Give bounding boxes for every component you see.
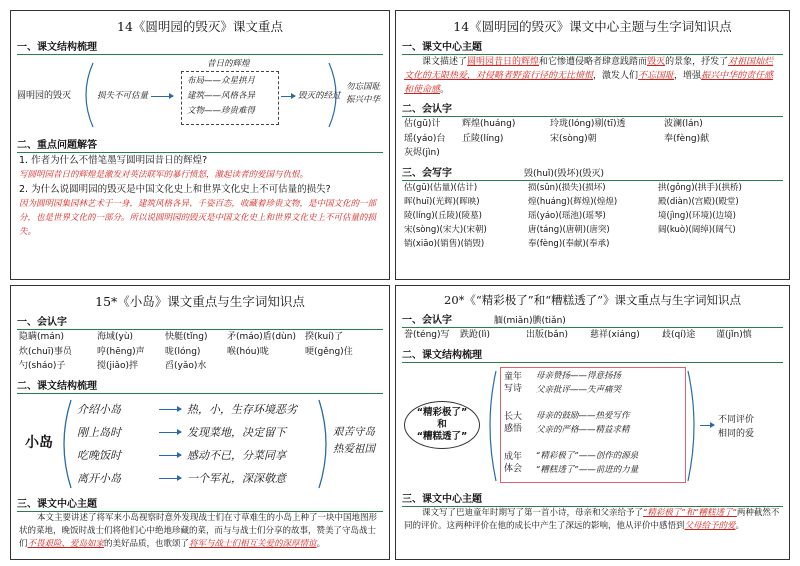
diagram-stage: 介绍小岛: [77, 402, 121, 416]
panel-title: 15*《小岛》课文重点与生字词知识点: [95, 294, 305, 309]
word-item: 海域(yù): [97, 332, 134, 342]
highlight: “精彩极了”和“糟糕透了”: [643, 507, 737, 518]
panel-title: 20*《“精彩极了”和“糟糕透了”》课文重点与生字词知识点: [444, 293, 741, 307]
diagram-detail: 热，小，生存环境恶劣: [187, 402, 297, 416]
word-item: 损(sǔn)(损失)(损坏): [528, 182, 606, 193]
panel-title: 14《圆明园的毁灭》课文中心主题与生字词知识点: [453, 19, 732, 34]
word-item: 出版(bǎn): [526, 330, 568, 340]
theme-paragraph: 课文描述了圆明园昔日的辉煌和它惨遭侵略者肆意践踏而毁灭的景象，抒发了对祖国灿烂文化的无限热爱，对侵略者野蛮行径的无比愤恨，激发人们不忘国耻，增强振兴中华的责任感和使命感。: [404, 57, 774, 95]
section-heading: 二、课文结构梳理: [17, 380, 97, 392]
word-item: 宋(sòng)朝: [550, 133, 597, 144]
section-rule: [402, 362, 783, 363]
section-heading: 三、课文中心主题: [17, 498, 97, 510]
highlight: 毁灭: [647, 57, 666, 67]
word-item: 喉(hóu)咙: [227, 346, 269, 357]
diagram-brace: [480, 365, 500, 487]
read-words-grid: [19, 330, 389, 374]
left-label: 损失不可估量: [97, 91, 149, 101]
word-item: 谨(jǐn)慎: [716, 330, 752, 340]
word-item: 腼(miǎn)腆(tiǎn): [494, 316, 566, 326]
diagram-detail: 感动不已，分菜同享: [187, 448, 286, 462]
question: 2. 为什么说圆明园的毁灭是中国文化史上和世界文化史上不可估量的损失?: [19, 184, 331, 195]
group-line: “精彩极了”——创作的源泉: [536, 450, 639, 461]
group-line: 母亲的鼓励——热爱写作: [536, 410, 630, 421]
diagram-detail: 一个军礼，深深敬意: [187, 471, 286, 485]
panel-yuanmingyuan-theme-words: [395, 10, 790, 280]
center-topic: “精彩极了” 和 “糟糕透了”: [404, 401, 480, 449]
section-heading: 一、课文结构梳理: [17, 42, 97, 53]
word-item: 歧(qí)途: [662, 330, 696, 340]
diagram-left-col: [77, 398, 121, 490]
word-item: 毁(huǐ)(毁坏)(毁灭): [524, 168, 604, 179]
section-heading: 二、会认字: [402, 104, 452, 115]
question: 1. 作者为什么不惜笔墨写圆明园昔日的辉煌?: [19, 155, 208, 166]
far-right-label: 勿忘国耻 振兴中华: [346, 82, 381, 105]
highlight: 对祖国灿烂文化的无限热爱，对侵略者野蛮行径的无比愤恨: [404, 57, 774, 81]
word-item: 矛(máo)盾(dùn): [227, 332, 296, 342]
highlight: 振兴中华的责任感和使命感: [404, 71, 774, 95]
word-item: 拱(gǒng)(拱手)(拱桥): [658, 182, 742, 193]
word-item: 晖(huī)(光辉)(晖映): [404, 196, 480, 207]
structure-diagram: [11, 55, 389, 133]
word-item: 瑶(yáo)台: [404, 133, 446, 144]
group-label: 童年 写诗: [504, 371, 523, 394]
glory-rows: [187, 74, 255, 119]
section-heading: 一、会认字 腼(miǎn)腆(tiǎn): [402, 315, 566, 326]
group-line: 父亲批评——失声痛哭: [536, 384, 622, 395]
word-item: 奉(fèng)献: [664, 133, 710, 144]
arrow-right-icon: [700, 425, 714, 426]
word-item: 灰烬(jìn): [404, 148, 440, 158]
word-item: 煌(huáng)(辉煌)(煌煌): [528, 196, 618, 207]
group-line: 父亲的严格——精益求精: [536, 424, 630, 435]
word-item: 销(xiāo)(销售)(销毁): [404, 238, 485, 249]
word-item: 境(jìng)(环境)(边境): [658, 210, 736, 221]
glory-row: 文物——珍贵难得: [187, 106, 256, 116]
diagram-stage: 刚上岛时: [77, 425, 121, 439]
answer: 因为圆明园集园林艺术于一身，建筑风格各异、千姿百态，收藏着珍贵文物，是中国文化的一部分，也是世界文化的一部分。所以说圆明园的毁灭是中国文化史上和世界文化史上不可估量的损失。: [19, 199, 377, 237]
group-lines: [536, 409, 630, 437]
group-line: 母亲赞扬——得意扬扬: [536, 370, 622, 381]
diagram-right-col: [187, 398, 297, 490]
arrow-right-icon: [159, 432, 181, 433]
diagram-summary: 艰苦守岛 热爱祖国: [333, 425, 375, 455]
word-item: 慈祥(xiáng): [590, 330, 640, 340]
word-item: 快艇(tǐng): [165, 332, 208, 342]
panel-yuanmingyuan-key-points: [10, 10, 390, 280]
word-item: 陵(líng)(丘陵)(陵墓): [404, 210, 482, 221]
theme-paragraph: 本文主要讲述了将军来小岛视察时意外发现战士们在寸草难生的小岛上种了一块中国地图形状的菜地，晚饭时战士们将他们心中绝地珍藏的菜，而与与战士们分享的故事，赞美了守岛战士们不畏艰险、爱岛如家的美好品质，也歌颂了将军与战士们相互关爱的深厚情谊。: [19, 512, 378, 549]
group-lines: [536, 449, 638, 477]
write-words-grid: [404, 181, 789, 251]
arrow-right-icon: [159, 455, 181, 456]
diagram-root: 小岛: [25, 434, 53, 451]
word-item: 誊(téng)写: [404, 330, 450, 340]
word-item: 阔(kuò)(阔绰)(阔气): [658, 224, 736, 235]
word-item: 炊(chuī)事员: [19, 346, 72, 357]
highlight: 将军与战士们相互关爱的深厚情谊: [189, 538, 317, 549]
conclusion: 不同评价 相同的爱: [718, 414, 755, 439]
word-item: 玲珑(lóng)剔(tī)透: [550, 119, 626, 129]
word-item: 搅(jiǎo)拌: [97, 361, 139, 371]
word-item: 勺(sháo)子: [19, 361, 66, 371]
section-heading: 二、课文结构梳理: [402, 349, 482, 361]
word-item: 奉(fèng)(奉献)(奉承): [528, 238, 610, 249]
word-item: 咙(lóng): [165, 346, 201, 357]
glory-row: 建筑——风格各异: [187, 91, 256, 101]
group-lines: [536, 369, 621, 397]
section-heading: 一、会认字: [17, 317, 67, 328]
right-label: 毁灭的经过: [298, 91, 341, 101]
structure-diagram: [11, 396, 389, 492]
word-item: 哽(gěng)住: [305, 346, 353, 357]
glory-row: 布局——众星拱月: [187, 76, 256, 86]
word-item: 舀(yǎo)水: [165, 361, 207, 371]
group-label: 成年 体会: [504, 451, 523, 474]
word-item: 跌跄(lì): [460, 330, 491, 340]
arrow-right-icon: [151, 96, 173, 97]
word-item: 波澜(lán): [664, 119, 703, 129]
word-item: 瑶(yáo)(瑶池)(瑶琴): [528, 210, 606, 221]
theme-paragraph: 课文写了巴迪童年时期写了第一首小诗，母亲和父亲给予了“精彩极了”和“糟糕透了”两种截然不同的评价。这两种评价在他的成长中产生了深远的影响，他从评价中感悟到父母给予的爱。: [404, 507, 780, 531]
highlight: 不忘国耻: [638, 71, 675, 81]
highlight: 圆明园昔日的辉煌: [467, 57, 540, 67]
read-words-grid: [404, 117, 789, 161]
diagram-detail: 发现菜地，决定留下: [187, 425, 286, 439]
word-item: 殿(diàn)(宫殿)(殿堂): [658, 196, 739, 207]
arrow-right-icon: [159, 409, 181, 410]
section-heading: 二、重点问题解答: [17, 140, 97, 151]
word-item: 唐(táng)(唐朝)(唐突): [528, 224, 610, 235]
section-heading: 三、会写字 毁(huǐ)(毁坏)(毁灭): [402, 167, 604, 179]
group-line: “糟糕透了”——前进的力量: [536, 464, 639, 475]
arrow-right-icon: [159, 478, 181, 479]
word-item: 宋(sòng)(宋大)(宋朝): [404, 224, 487, 235]
word-item: 辉煌(huáng): [462, 119, 516, 129]
group-label: 长大 感悟: [504, 411, 523, 434]
structure-diagram: [396, 365, 789, 487]
answer: 写圆明园昔日的辉煌是激发对英法联军的暴行愤怒，激起读者的爱国与仇恨。: [19, 170, 309, 180]
read-words-grid: [404, 328, 789, 343]
diagram-stage: 离开小岛: [77, 471, 121, 485]
arrow-right-icon: [281, 96, 295, 97]
section-rule: [17, 393, 383, 394]
word-item: 丘陵(líng): [462, 133, 504, 144]
panel-title: 14《圆明园的毁灭》课文重点: [117, 19, 283, 34]
panel-small-island: [10, 285, 390, 560]
word-item: 哼(hēng)声: [97, 346, 145, 357]
section-heading: 一、课文中心主题: [402, 42, 482, 53]
highlight: 父母给予的爱: [684, 520, 736, 531]
highlight: 不畏艰险、爱岛如家: [27, 538, 105, 549]
diagram-root: 圆明园的毁灭: [17, 91, 72, 101]
word-item: 估(gū)计: [404, 119, 441, 129]
panel-wonderful-terrible: [395, 285, 790, 560]
box-title: 昔日的辉煌: [207, 59, 250, 69]
section-heading: 三、课文中心主题: [402, 493, 482, 505]
word-item: 揆(kuí)了: [305, 332, 344, 342]
diagram-stage: 吃晚饭时: [77, 448, 121, 462]
diagram-brace-right: [684, 365, 704, 487]
word-item: 隐瞒(mán): [19, 332, 65, 342]
word-item: 估(gū)(估量)(估计): [404, 182, 478, 193]
